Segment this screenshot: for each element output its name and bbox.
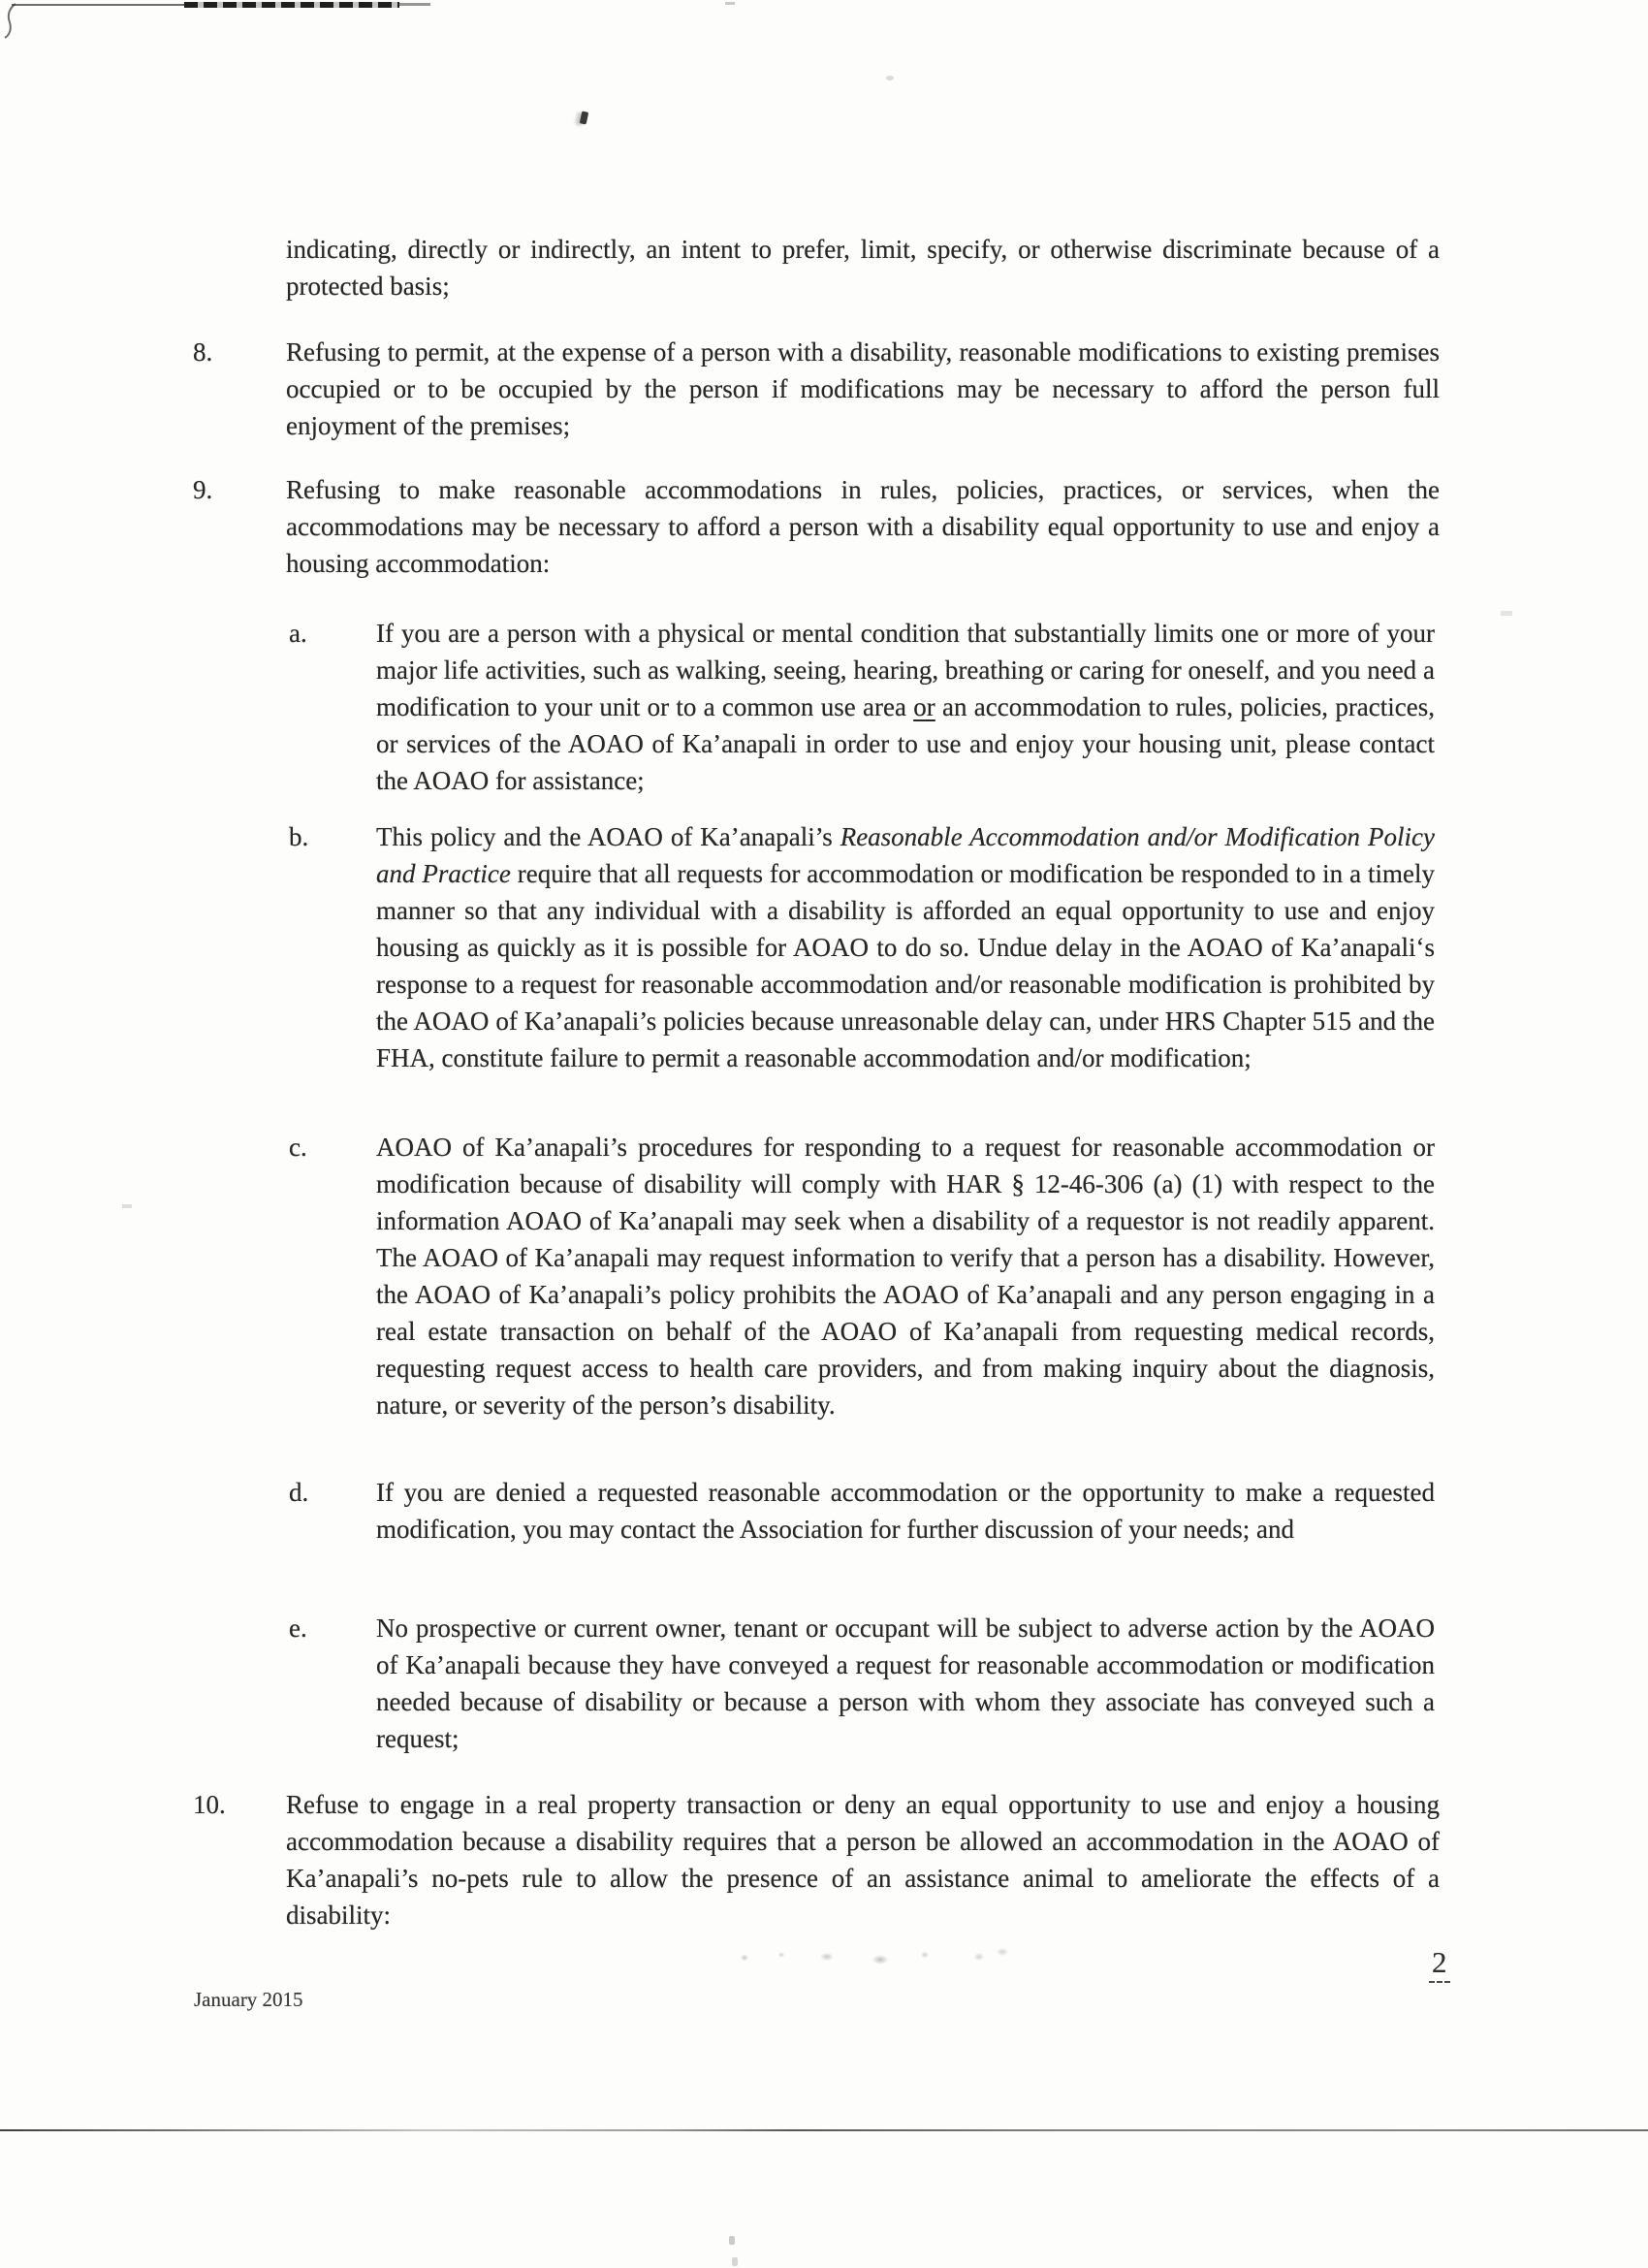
item-9-number: 9. — [193, 475, 213, 504]
sub-item-b-policy-title: Reasonable Accommodation and/or Modification Policy and Practice — [376, 822, 1435, 888]
item-10-text: Refuse to engage in a real property transaction or deny an equal opportunity to use and enjoy a housing accommodation because a disability requires that a person be allowed an accommodation in the AOAO of Ka’anapali’s no-pets rule to allow the presence of an assistance animal to ameliorate the effects of a disability: — [286, 1790, 1440, 1930]
sub-item-b-text — [376, 818, 1435, 1076]
item-10-number: 10. — [193, 1790, 226, 1819]
sub-item-a-text — [376, 615, 1435, 799]
item-9-text: Refusing to make reasonable accommodations in rules, policies, practices, or services, when the accommodations may be necessary to afford a person with a disability equal opportunity to use and enjoy a housing accommodation: — [286, 475, 1440, 578]
sub-item-b-letter: b. — [289, 822, 309, 851]
item-8-number: 8. — [193, 337, 213, 367]
sub-item-e-text: No prospective or current owner, tenant or occupant will be subject to adverse action by the AOAO of Ka’anapali because they have conveyed a request for reasonable accommodation or modification needed because of disability or because a person with whom they associate has conveyed such a request; — [376, 1613, 1435, 1753]
sub-item-b-text-before: This policy and the AOAO of Ka’anapali’s — [376, 822, 840, 851]
sub-item-c-text: AOAO of Ka’anapali’s procedures for responding to a request for reasonable accommodation or modification because of disability will comply with HAR § 12-46-306 (a) (1) with respect to the information AOAO of Ka’anapali may seek when a disability of a requestor is not readily apparent. The AOAO of Ka’anapali may request information to verify that a person has a disability. However, the AOAO of Ka’anapali’s policy prohibits the AOAO of Ka’anapali and any person engaging in a real estate transaction on behalf of the AOAO of Ka’anapali from requesting medical records, requesting request access to health care providers, and from making inquiry about the diagnosis, nature, or severity of the person’s disability. — [376, 1133, 1435, 1420]
item-8-text: Refusing to permit, at the expense of a person with a disability, reasonable modifications to existing premises occupied or to be occupied by the person if modifications may be necessary to afford the person full enjoyment of the premises; — [286, 337, 1440, 440]
sub-item-a-text-before: If you are a person with a physical or mental condition that substantially limits one or more of your major life activities, such as walking, seeing, hearing, breathing or caring for oneself, and you need a modification to your unit or to a common use area — [376, 619, 1435, 721]
sub-item-e-letter: e. — [289, 1613, 307, 1643]
sub-item-a-letter: a. — [289, 619, 307, 648]
sub-item-d-letter: d. — [289, 1478, 309, 1507]
sub-item-a-text-after: an accommodation to rules, policies, practices, or services of the AOAO of Ka’anapali in order to use and enjoy your housing unit, please contact the AOAO for assistance; — [376, 692, 1436, 795]
sub-item-b-text-after: require that all requests for accommodation or modification be responded to in a timely manner so that any individual with a disability is afforded an equal opportunity to use and enjoy housing as quickly as it is possible for AOAO to do so. Undue delay in the AOAO of Ka’anapali‘s response to a request for reasonable accommodation and/or reasonable modification is prohibited by the AOAO of Ka’anapali’s policies because unreasonable delay can, under HRS Chapter 515 and the FHA, constitute failure to permit a reasonable accommodation and/or modification; — [376, 859, 1435, 1072]
sub-item-d-text: If you are denied a requested reasonable accommodation or the opportunity to make a requested modification, you may contact the Association for further discussion of your needs; and — [376, 1478, 1435, 1544]
sub-item-c-letter: c. — [289, 1133, 307, 1162]
sub-item-a-underlined-word: or — [913, 692, 935, 721]
footer-date: January 2015 — [194, 1988, 303, 2011]
continuation-paragraph-text: indicating, directly or indirectly, an intent to prefer, limit, specify, or otherwise discriminate because of a protected basis; — [286, 235, 1440, 301]
page-number: 2 — [1429, 1945, 1450, 1983]
